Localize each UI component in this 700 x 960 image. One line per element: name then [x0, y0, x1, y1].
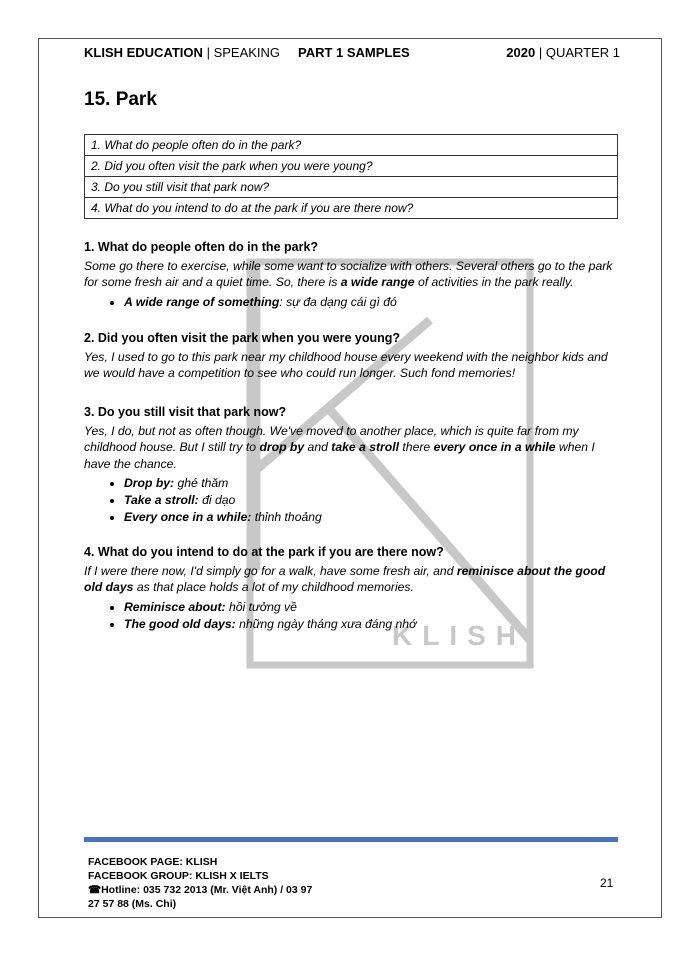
answer-phrase: as that place holds a lot of my childhood memories.: [133, 580, 414, 594]
answer-text: [84, 349, 624, 382]
answer-phrase-highlight: every once in a while: [433, 440, 556, 454]
question-item: 2. Did you often visit the park when you were young?: [85, 156, 617, 177]
vocab-term: Take a stroll:: [124, 493, 199, 507]
watermark-text: KLISH: [392, 620, 526, 651]
vocab-item: [124, 599, 624, 616]
footer-divider-bar: [84, 837, 618, 842]
answer-phrase: of activities in the park really.: [414, 275, 574, 289]
answer-phrase: Some go there to exercise, while some want to socialize with others. Several others go to the park for some fresh air and a quiet time. So, there is: [84, 258, 613, 289]
vocab-meaning: ghé thăm: [174, 476, 229, 490]
page-header: [84, 45, 620, 63]
answer-phrase: and: [304, 440, 332, 454]
vocab-meaning: hồi tưởng về: [225, 599, 297, 614]
answer-question: 1. What do people often do in the park?: [84, 240, 319, 254]
answer-question: 2. Did you often visit the park when you were young?: [84, 331, 401, 345]
vocab-list: [84, 599, 624, 633]
header-brand: KLISH EDUCATION: [84, 45, 203, 60]
vocab-term: Drop by:: [124, 476, 175, 490]
vocab-meaning: đi dạo: [198, 493, 236, 507]
answer-text: [84, 423, 624, 473]
vocab-term: A wide range of something: [124, 294, 280, 309]
header-separator: |: [206, 45, 210, 60]
header-quarter: QUARTER 1: [545, 45, 620, 60]
answer-phrase-highlight: take a stroll: [331, 440, 400, 454]
footer-facebook-page: FACEBOOK PAGE: KLISH: [88, 856, 218, 868]
vocab-item: [124, 475, 624, 492]
answer-phrase: Yes, I do, but not as often though. We've moved to another place, which is quite far from my childhood house. But I still try to: [84, 423, 579, 454]
header-category: SPEAKING: [213, 45, 281, 60]
vocab-list: [84, 475, 624, 526]
footer-hotline: ☎Hotline: 035 732 2013 (Mr. Việt Anh) / 03 97: [88, 884, 313, 896]
page-title: 15. Park: [84, 89, 157, 110]
vocab-term: Reminisce about:: [124, 599, 226, 614]
answer-phrase-highlight: reminisce about the good old days: [84, 563, 606, 594]
vocab-item: [124, 616, 624, 633]
question-item: 4. What do you intend to do at the park if you are there now?: [91, 201, 414, 215]
answer-section: [84, 544, 624, 633]
answer-question: 3. Do you still visit that park now?: [84, 405, 287, 419]
answer-question: 4. What do you intend to do at the park if you are there now?: [84, 545, 444, 559]
answer-text: [84, 258, 624, 291]
vocab-item: [124, 492, 624, 509]
vocab-term: The good old days:: [124, 616, 236, 631]
question-item: 1. What do people often do in the park?: [85, 135, 617, 156]
vocab-meaning: : sự đa dạng cái gì đó: [279, 294, 397, 309]
header-section: PART 1 SAMPLES: [298, 45, 410, 60]
vocab-meaning: thỉnh thoảng: [251, 510, 322, 524]
footer-contact: [88, 855, 348, 911]
footer-hotline-cont: 27 57 88 (Ms. Chi): [88, 898, 177, 910]
vocab-term: Every once in a while:: [124, 510, 252, 524]
vocab-item: [124, 509, 624, 526]
answer-phrase: Yes, I used to go to this park near my childhood house every weekend with the neighbor kids and we would have a competition to see who could run longer. Such fond memories!: [84, 349, 608, 380]
answer-phrase: If I were there now, I'd simply go for a walk, have some fresh air, and: [84, 563, 457, 578]
answer-phrase: when I have the chance.: [84, 440, 595, 471]
header-year: 2020: [506, 45, 536, 60]
vocab-item: [124, 294, 624, 311]
answer-phrase: there: [399, 440, 434, 454]
header-separator-2: |: [538, 45, 543, 60]
answer-section: [84, 404, 624, 526]
vocab-meaning: những ngày tháng xưa đáng nhớ: [235, 616, 417, 631]
header-right: [506, 45, 620, 60]
header-left: [84, 45, 280, 60]
answer-section: [84, 330, 624, 382]
page-number: 21: [600, 876, 614, 890]
answer-section: [84, 239, 624, 311]
question-item: 3. Do you still visit that park now?: [85, 177, 617, 198]
answer-text: [84, 563, 624, 596]
answer-phrase-highlight: a wide range: [340, 275, 415, 289]
vocab-list: [84, 294, 624, 311]
answer-phrase-highlight: drop by: [259, 440, 305, 454]
footer-facebook-group: FACEBOOK GROUP: KLISH X IELTS: [88, 870, 269, 882]
question-list-box: [84, 134, 618, 219]
